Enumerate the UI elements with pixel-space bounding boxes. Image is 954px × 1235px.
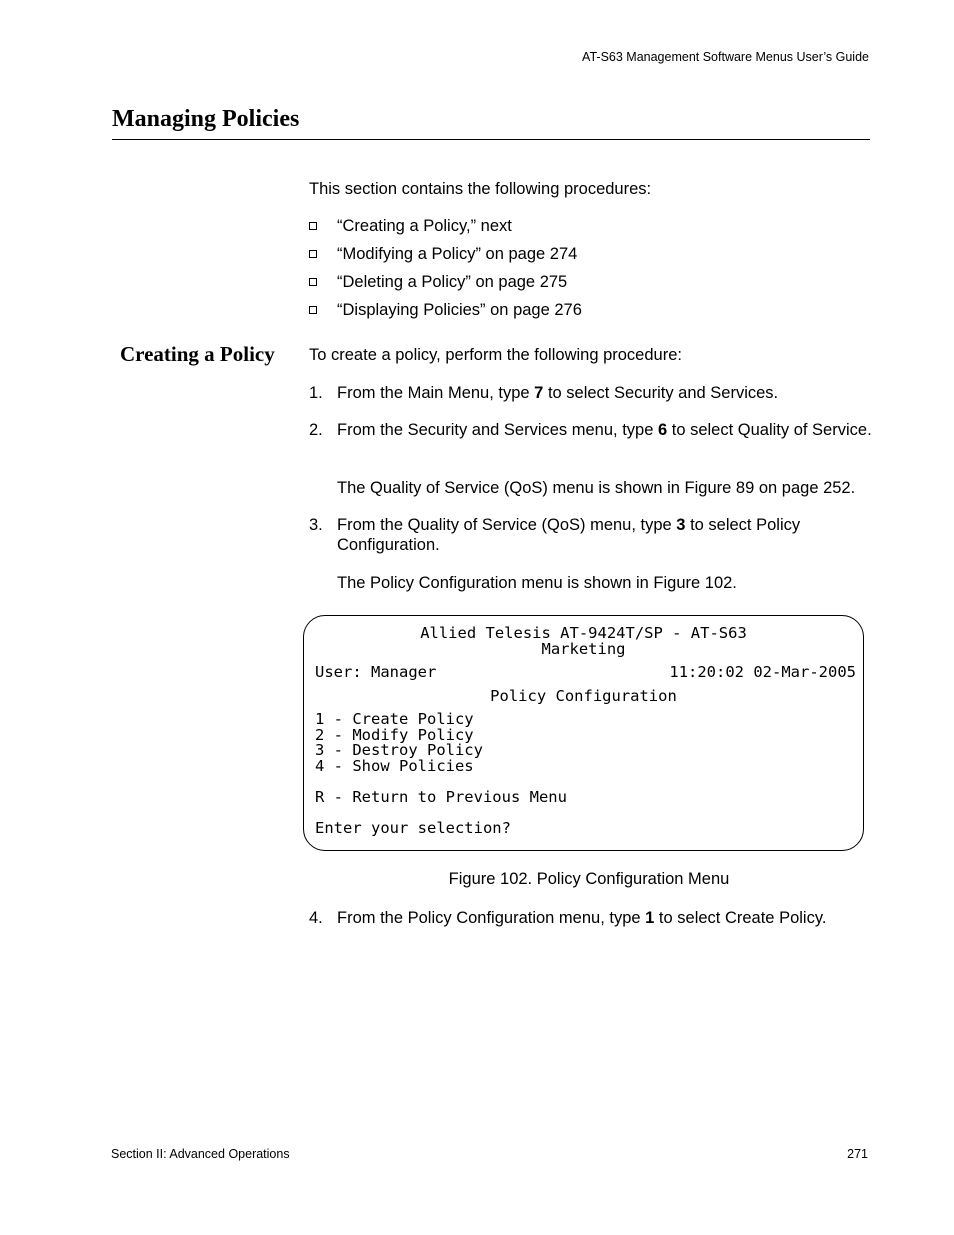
step-4: 4. From the Policy Configuration menu, type 1 to select Create Policy. xyxy=(309,909,827,927)
terminal-prompt: Enter your selection? xyxy=(315,819,511,837)
terminal-system-name: Allied Telesis AT-9424T/SP - AT-S63 xyxy=(420,624,747,642)
step-1: 1. From the Main Menu, type 7 to select Security and Services. xyxy=(309,384,779,402)
checkbox-bullet-icon xyxy=(309,306,317,314)
title-divider xyxy=(112,139,870,140)
menu-option-destroy: 3 - Destroy Policy xyxy=(315,741,483,759)
procedure-list xyxy=(309,216,582,328)
procedure-intro: To create a policy, perform the following procedure: xyxy=(309,346,682,364)
step-2: 2. From the Security and Services menu, type 6 to select Quality of Service. xyxy=(309,421,872,439)
footer-section: Section II: Advanced Operations xyxy=(111,1147,290,1161)
figure-caption: Figure 102. Policy Configuration Menu xyxy=(448,870,730,888)
subsection-title: Creating a Policy xyxy=(120,342,275,366)
menu-option-modify: 2 - Modify Policy xyxy=(315,726,474,744)
terminal-user: User: Manager xyxy=(315,663,437,681)
page-number: 271 xyxy=(847,1147,868,1161)
step-3-note: The Policy Configuration menu is shown in Figure 102. xyxy=(337,574,737,592)
step-3: 3. From the Quality of Service (QoS) menu, type 3 to select Policy Configuration. xyxy=(309,516,801,554)
terminal-screen xyxy=(303,615,864,851)
terminal-menu-title: Policy Configuration xyxy=(490,687,677,705)
list-item: “Modifying a Policy” on page 274 xyxy=(309,244,582,272)
terminal-timestamp: 11:20:02 02-Mar-2005 xyxy=(669,663,856,681)
menu-option-return: R - Return to Previous Menu xyxy=(315,788,567,806)
list-item: “Creating a Policy,” next xyxy=(309,216,582,244)
checkbox-bullet-icon xyxy=(309,278,317,286)
menu-option-create: 1 - Create Policy xyxy=(315,710,474,728)
step-2-note: The Quality of Service (QoS) menu is shown in Figure 89 on page 252. xyxy=(337,479,856,497)
list-item: “Deleting a Policy” on page 275 xyxy=(309,272,582,300)
terminal-location: Marketing xyxy=(541,640,626,658)
checkbox-bullet-icon xyxy=(309,222,317,230)
menu-option-show: 4 - Show Policies xyxy=(315,757,474,775)
checkbox-bullet-icon xyxy=(309,250,317,258)
section-intro: This section contains the following procedures: xyxy=(309,180,652,198)
section-title: Managing Policies xyxy=(112,106,300,132)
running-header: AT-S63 Management Software Menus User’s Guide xyxy=(582,50,869,64)
list-item: “Displaying Policies” on page 276 xyxy=(309,300,582,328)
